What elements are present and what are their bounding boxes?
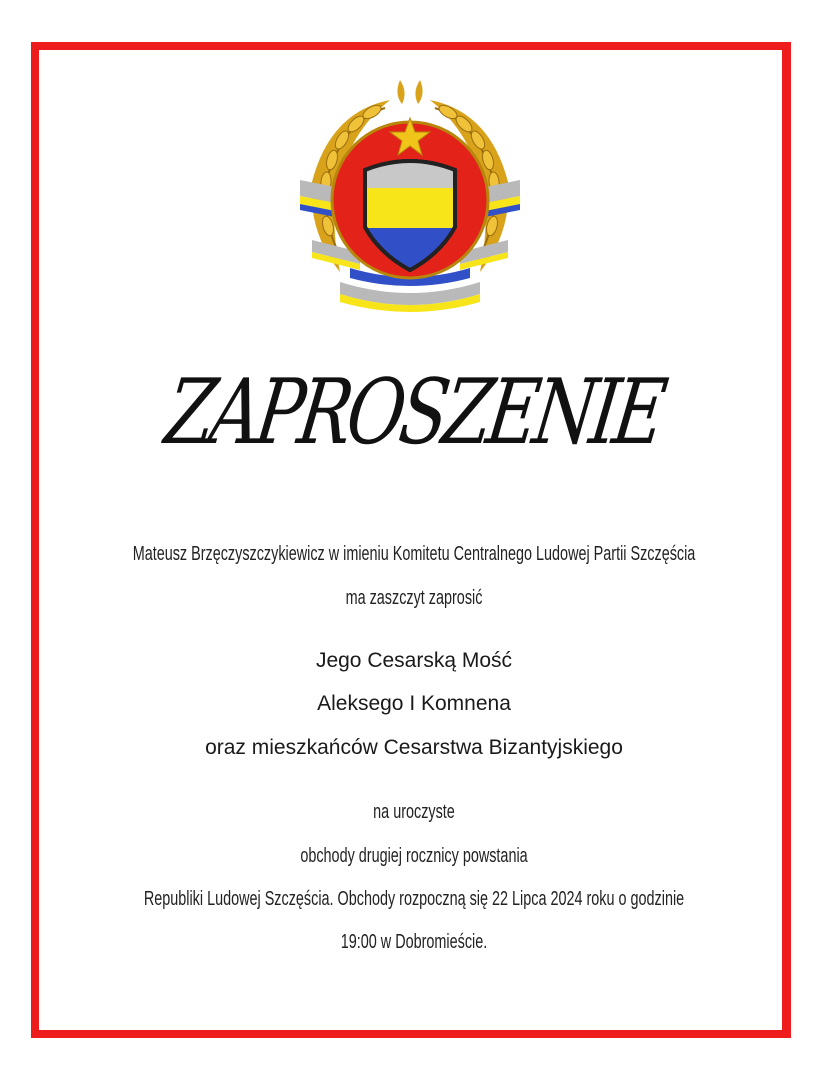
- intro-line-2: ma zaszczyt zaprosić: [345, 587, 483, 609]
- event-line-1: na uroczyste: [373, 801, 455, 823]
- event-line-4: 19:00 w Dobromieście.: [340, 931, 488, 953]
- guest-line-3: oraz mieszkańców Cesarstwa Bizantyjskiego: [205, 736, 623, 759]
- event-line-3: Republiki Ludowej Szczęścia. Obchody rozpoczną się 22 Lipca 2024 roku o godzinie: [143, 888, 685, 910]
- invitation-title: ZAPROSZENIE: [159, 360, 669, 465]
- guest-line-2: Aleksego I Komnena: [317, 692, 511, 715]
- intro-line-1: Mateusz Brzęczyszczykiewicz w imieniu Komitetu Centralnego Ludowej Partii Szczęścia: [132, 543, 696, 565]
- guest-line-1: Jego Cesarską Mość: [315, 649, 513, 672]
- coat-of-arms-icon: [290, 72, 530, 312]
- event-line-2: obchody drugiej rocznicy powstania: [300, 845, 528, 867]
